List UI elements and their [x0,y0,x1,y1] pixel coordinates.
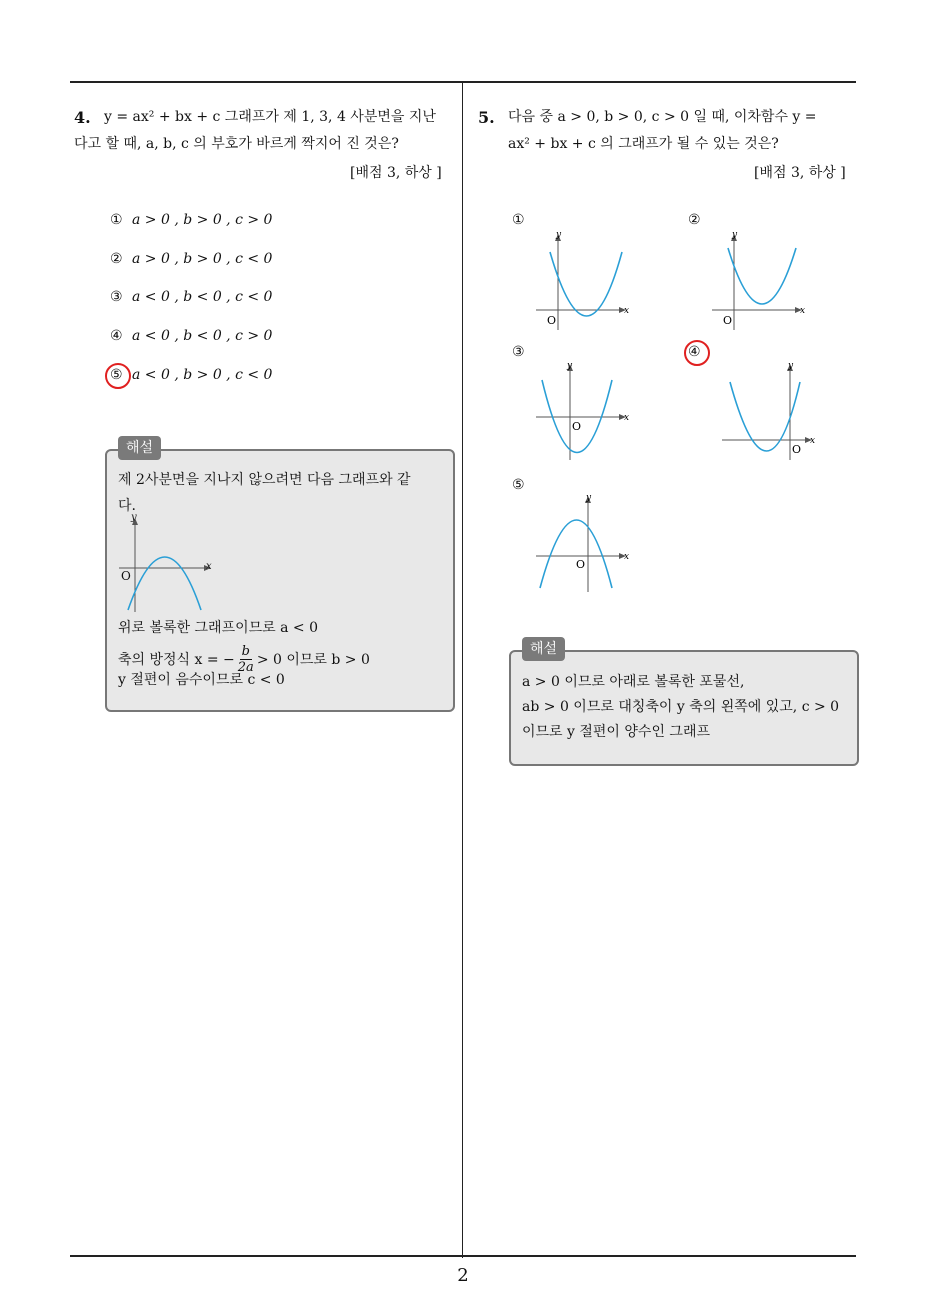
q5-g3-x: x [624,413,630,423]
question-4-line-2: 다고 할 때, a, b, c 의 부호가 바르게 짝지어 진 것은? [74,136,399,152]
q5-g4-o: O [792,443,802,456]
q4-choice-3[interactable]: ③ a < 0 , b < 0 , c < 0 [110,289,273,305]
q5-option-3-label[interactable]: ③ [512,344,525,360]
q4-graph-origin-label: O [121,569,131,583]
q4-explanation-graph [115,514,220,614]
q4-exp-line-4: 축의 방정식 x = − $\frac{b}{2a}$ > 0 이므로 b > 0 [118,644,370,675]
q5-option-2-label[interactable]: ② [688,212,701,228]
q5-g3-o: O [572,420,582,433]
question-5-score: [배점 3, 하상 ] [754,165,846,181]
q5-option-5-label[interactable]: ⑤ [512,477,525,493]
q5-g2-o: O [723,314,733,327]
q5-g1-o: O [547,314,557,327]
q5-g2-x: x [800,306,806,316]
q4-answer-circle [105,363,131,389]
q5-graph-4 [716,360,820,464]
q5-exp-line-2: ab > 0 이므로 대칭축이 y 축의 왼쪽에 있고, c > 0 [522,699,840,715]
question-5-number: 5. [478,108,495,127]
page-number: 2 [457,1265,469,1286]
q5-g4-x: x [810,436,816,446]
bottom-rule [70,1255,856,1257]
q4-explanation-tag: 해설 [118,436,161,460]
q5-g2-y: y [732,230,738,240]
q4-exp-line-1: 제 2사분면을 지나지 않으려면 다음 그래프와 같 [118,472,411,488]
q5-g4-y: y [788,361,794,371]
q4-choice-2[interactable]: ② a > 0 , b > 0 , c < 0 [110,251,273,267]
q4-exp-line-2: 다. [118,498,136,514]
q5-exp-line-1: a > 0 이므로 아래로 볼록한 포물선, [522,674,745,690]
q5-graph-2 [706,230,810,334]
q4-choice-4[interactable]: ④ a < 0 , b < 0 , c > 0 [110,328,273,344]
column-divider [462,83,463,1258]
q5-g5-x: x [624,552,630,562]
q5-graph-1 [530,230,634,334]
q5-graph-3 [530,360,634,464]
q4-choice-1[interactable]: ① a > 0 , b > 0 , c > 0 [110,212,273,228]
question-4-line-1: y = ax² + bx + c 그래프가 제 1, 3, 4 사분면을 지난 [104,109,436,125]
question-5-line-2: ax² + bx + c 의 그래프가 될 수 있는 것은? [508,136,779,152]
top-rule [70,81,856,83]
q5-g3-y: y [567,361,573,371]
q5-option-4-label[interactable]: ④ [688,344,701,360]
q5-g5-y: y [586,493,592,503]
question-5-line-1: 다음 중 a > 0, b > 0, c > 0 일 때, 이차함수 y = [508,109,817,125]
q5-g1-x: x [624,306,630,316]
q4-exp-line-5: y 절편이 음수이므로 c < 0 [118,672,285,688]
q5-option-1-label[interactable]: ① [512,212,525,228]
q5-g1-y: y [556,230,562,240]
question-4-number: 4. [74,108,91,127]
q5-exp-line-3: 이므로 y 절편이 양수인 그래프 [522,724,710,740]
q4-choice-5[interactable]: ⑤ a < 0 , b > 0 , c < 0 [110,367,273,383]
q5-explanation-tag: 해설 [522,637,565,661]
q4-fraction: $\frac{b}{2a}$ [237,644,254,675]
q5-answer-circle [684,340,710,366]
q4-exp-line-3: 위로 볼록한 그래프이므로 a < 0 [118,620,318,636]
q4-graph-y-label: y [131,512,137,523]
q5-graph-5 [530,492,634,596]
question-4-score: [배점 3, 하상 ] [350,165,442,181]
q5-g5-o: O [576,558,586,571]
q4-graph-x-label: x [206,561,212,572]
